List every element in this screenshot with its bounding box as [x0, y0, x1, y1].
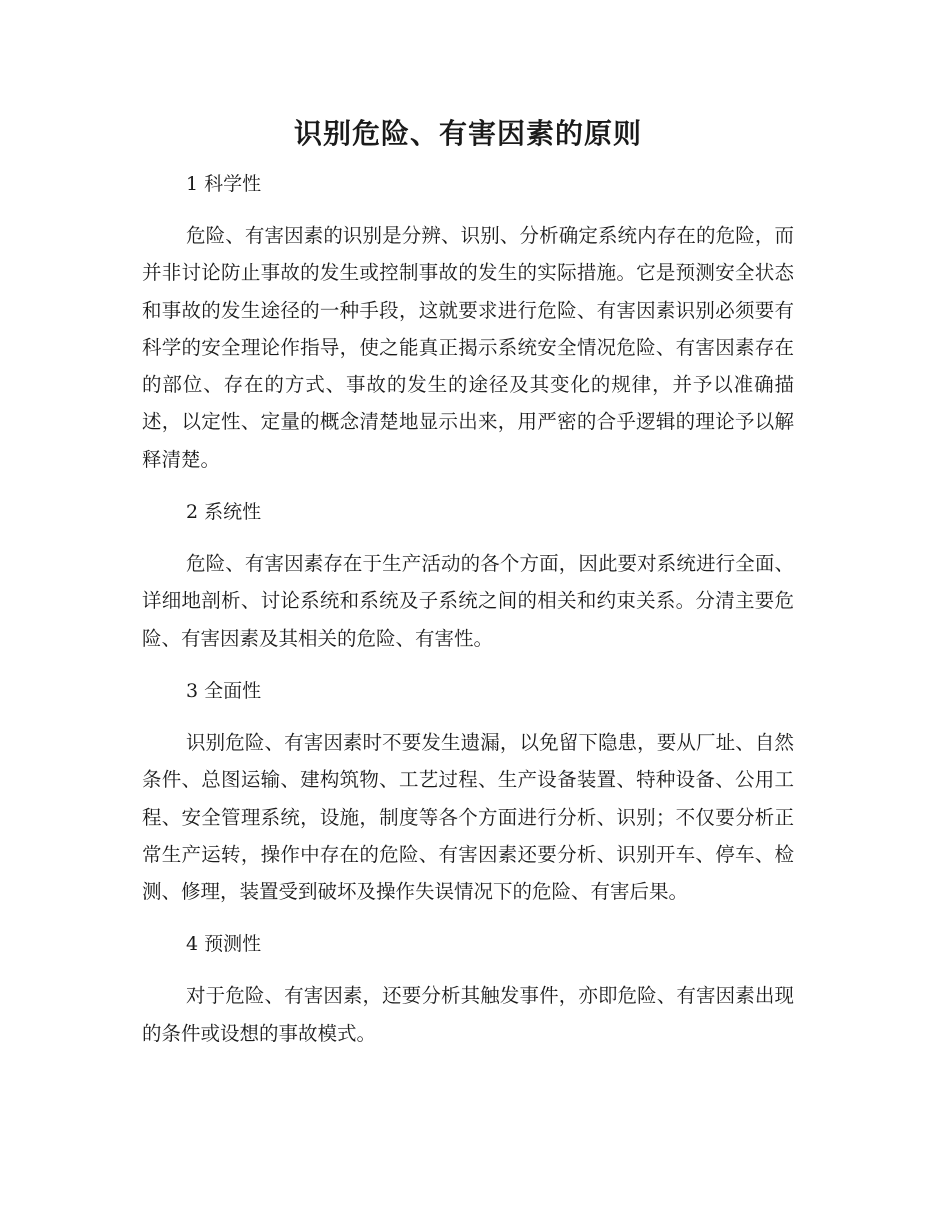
section-paragraph-systematic: 危险、有害因素存在于生产活动的各个方面，因此要对系统进行全面、详细地剖析、讨论系统和系统及子系统之间的相关和约束关系。分清主要危险、有害因素及其相关的危险、有害性。 — [142, 552, 794, 650]
page-title: 识别危险、有害因素的原则 — [293, 117, 642, 150]
document-page — [142, 110, 794, 1052]
section-paragraph-scientific: 危险、有害因素的识别是分辨、识别、分析确定系统内存在的危险，而并非讨论防止事故的发生或控制事故的发生的实际措施。它是预测安全状态和事故的发生途径的一种手段，这就要求进行危险、有害因素识别必须要有科学的安全理论作指导，使之能真正揭示系统安全情况危险、有害因素存在的部位、存在的方式、事故的发生的途径及其变化的规律，并予以准确描述，以定性、定量的概念清楚地显示出来，用严密的合乎逻辑的理论予以解释清楚。 — [142, 224, 794, 471]
section-heading-comprehensive: 3 全面性 — [186, 679, 262, 702]
section-paragraph-predictive: 对于危险、有害因素，还要分析其触发事件，亦即危险、有害因素出现的条件或设想的事故模式。 — [142, 984, 794, 1045]
section-heading-systematic: 2 系统性 — [186, 501, 262, 524]
section-paragraph-comprehensive: 识别危险、有害因素时不要发生遗漏，以免留下隐患，要从厂址、自然条件、总图运输、建构筑物、工艺过程、生产设备装置、特种设备、公用工程、安全管理系统，设施，制度等各个方面进行分析、识别；不仅要分析正常生产运转，操作中存在的危险、有害因素还要分析、识别开车、停车、检测、修理，装置受到破坏及操作失误情况下的危险、有害后果。 — [142, 730, 794, 904]
section-heading-scientific: 1 科学性 — [186, 173, 262, 195]
section-heading-predictive: 4 预测性 — [186, 933, 262, 956]
